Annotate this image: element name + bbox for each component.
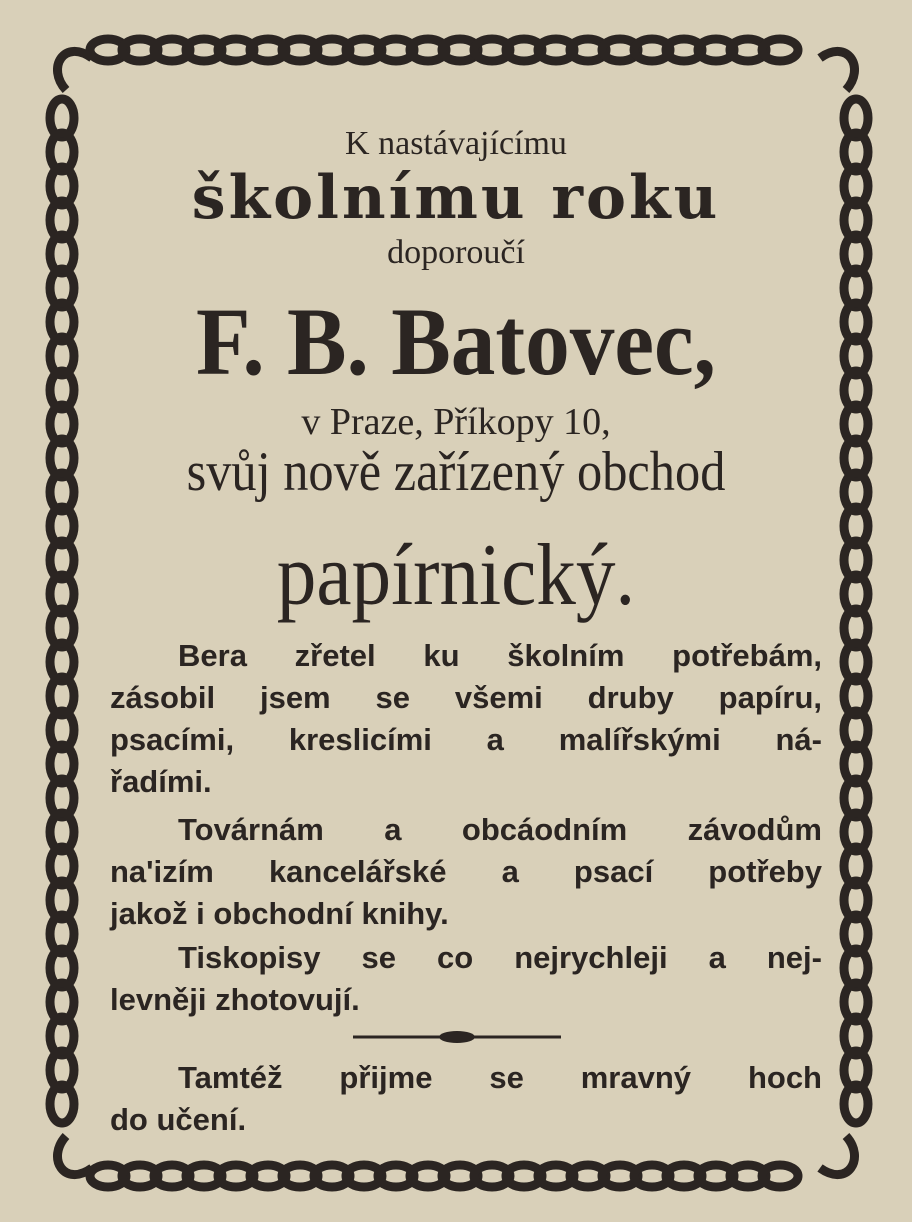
- paragraph4-line: do učení.: [110, 1102, 247, 1137]
- merchant-address: v Praze, Příkopy 10,: [301, 401, 611, 443]
- paragraph1-line: řadími.: [110, 764, 212, 799]
- paragraph3-line: Tiskopisy se co nejrychleji a nej-: [178, 940, 822, 975]
- paragraph2-line: na'izím kancelářské a psací potřeby: [110, 854, 822, 889]
- paragraph2-line: jakož i obchodní knihy.: [110, 896, 449, 931]
- paragraph1-line: zásobil jsem se všemi druby papíru,: [110, 680, 822, 715]
- intro-line: K nastávajícímu: [345, 125, 567, 162]
- paragraph3-line: levněji zhotovují.: [110, 982, 360, 1017]
- headline: školnímu roku: [191, 163, 721, 233]
- paragraph1-line: psacími, kreslicími a malířskými ná-: [110, 722, 822, 757]
- merchant-name: F. B. Batovec,: [196, 288, 716, 395]
- shop-kind: papírnický.: [276, 527, 636, 624]
- paragraph2-line: Továrnám a obcáodním závodům: [178, 812, 822, 847]
- paragraph1-line: Bera zřetel ku školním potřebám,: [178, 638, 822, 673]
- paragraph4-line: Tamtéž přijme se mravný hoch: [178, 1060, 822, 1095]
- recommends-line: doporoučí: [387, 234, 525, 271]
- shop-line: svůj nově zařízený obchod: [186, 441, 726, 503]
- ornamental-rule-icon: [353, 1030, 561, 1044]
